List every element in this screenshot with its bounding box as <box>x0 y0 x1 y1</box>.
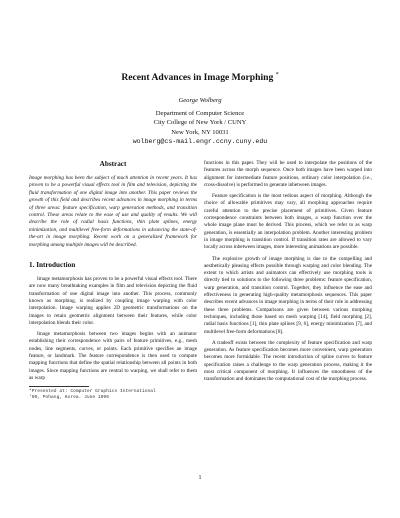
body-paragraph: functions in this paper. They will be used to interpolate the positions of the features across the morph sequence. Once both images have been warped into alignment for intermediate feature positions, ordinary color interpolation (i.e., cross-dissolve) is performed to generate inbetween images. <box>204 160 372 188</box>
footnote-line: *Presented at: Computer Graphics International <box>29 389 156 395</box>
body-paragraph: A tradeoff exists between the complexity of feature specification and warp generation. As feature specification becomes more convenient, warp generation becomes more formidable. The recent introduction of spline curves to feature specification raises a challenge to the warp generation process, making it the most critical component of morphing. It influences the smoothness of the transformation and dominates the computational cost of the morphing process. <box>204 339 372 383</box>
body-paragraph: The explosive growth of image morphing is due to the compelling and aesthetically pleasing effects possible through warping and color blending. The extent to which artists and animators can effectively use morphing tools is directly tied to solutions to the following three problems: feature specification, warp generation, and transition control. Together, they influence the ease and effectiveness in generating high-quality metamorphosis sequences. This paper describes recent advances in image morphing in terms of their role in addressing these three problems. Comparisons are given between various morphing techniques, including those based on mesh warping [14], field morphing [2], radial basis functions [1], thin plate splines [9, 6], energy minimization [7], and multilevel free-form deformations [8]. <box>204 255 372 335</box>
body-paragraph: Image metamorphosis has proven to be a powerful visual effects tool. There are now many breathtaking examples in film and television depicting the fluid transformation of one digital image into another. This process, commonly known as morphing, is realized by coupling image warping with color interpolation. Image warping applies 2D geometric transformations on the images to retain geometric alignment between their features, while color interpolation blends their color. <box>29 276 197 326</box>
right-column <box>204 160 372 388</box>
left-column <box>29 160 197 401</box>
author-name: George Wolberg <box>178 97 222 104</box>
author-block <box>0 96 400 146</box>
body-paragraph: Feature specification is the most tedious aspect of morphing. Although the choice of allowable primitives may vary, all morphing approaches require careful attention to the precise placement of primitives. Given feature correspondence constraints between both images, a warp function over the whole image plane must be derived. This process, which we refer to as warp generation, is essentially an interpolation problem. Another interesting problem in image morphing is transition control. If transition rates are allowed to vary locally across inbetween images, more interesting animations are possible. <box>204 193 372 251</box>
affiliation-line: New York, NY 10031 <box>171 128 229 136</box>
footnote-divider <box>29 386 89 387</box>
affiliation-line: City College of New York / CUNY <box>153 119 247 127</box>
abstract-heading: Abstract <box>99 160 127 168</box>
page-number: 1 <box>198 475 202 481</box>
affiliation-line: Department of Computer Science <box>155 110 245 118</box>
paper-title <box>0 69 400 84</box>
body-paragraph: Image metamorphosis between two images begins with an animator establishing their correspondence with pairs of feature primitives, e.g., mesh nodes, line segments, curves, or points. Each primitive specifies an image feature, or landmark. The feature correspondence is then used to compute mapping functions that define the spatial relationship between all points in both images. Since mapping functions are central to warping, we shall refer to them as warp <box>29 331 197 381</box>
footnote-line: '96, Pohang, Korea. June 1996 <box>29 395 109 401</box>
title-footnote-mark: * <box>275 72 279 78</box>
paper-title-text: Recent Advances in Image Morphing <box>121 72 274 84</box>
author-email: wolberg@cs-mail.engr.ccny.cuny.edu <box>132 137 268 145</box>
abstract-text: Image morphing has been the subject of much attention in recent years. It has proven to be a powerful visual effects tool in film and television, depicting the fluid transformation of one digital image into another. This paper reviews the growth of this field and describes recent advances in image morphing in terms of three areas: feature specification, warp generation methods, and transition control. These areas relate to the ease of use and quality of results. We will describe the role of radial basis functions, thin plate splines, energy minimization, and multilevel free-form deformations in advancing the state-of-the-art in image morphing. Recent work on a generalized framework for morphing among multiple images will be described. <box>29 175 197 248</box>
introduction-heading: 1. Introduction <box>29 261 76 270</box>
